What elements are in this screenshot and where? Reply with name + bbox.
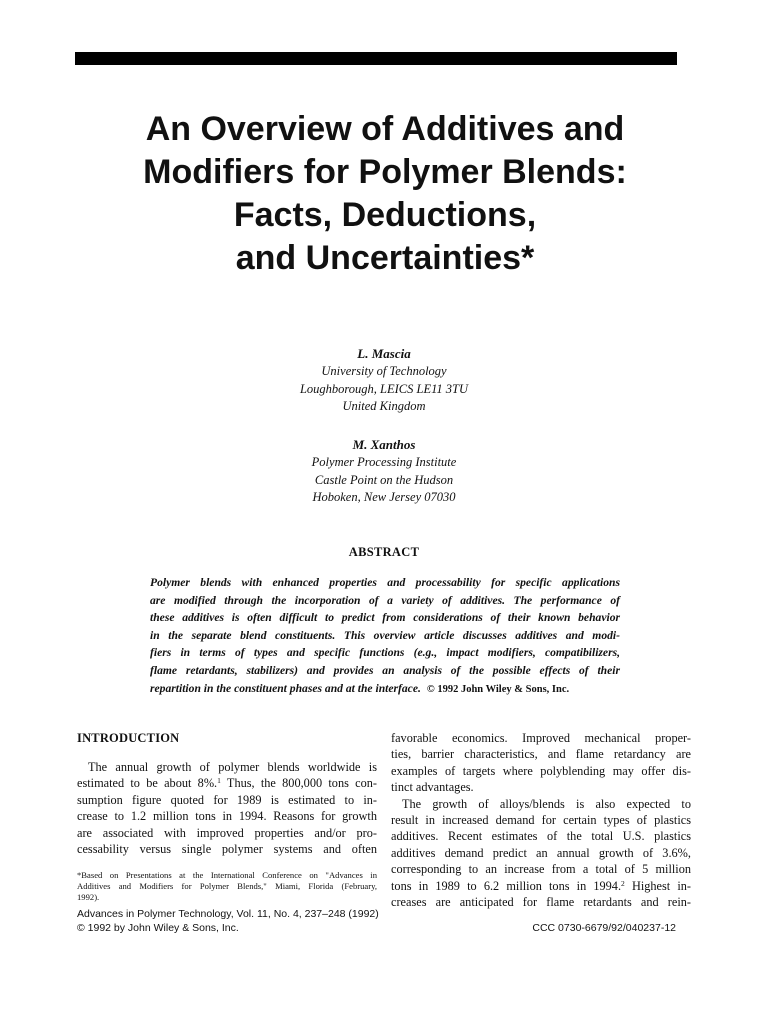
- abstract-line: these additives is often difficult to predict from considerations of their known behavior: [150, 611, 620, 625]
- footnote-ref: 1: [217, 776, 221, 786]
- body-text: The growth of alloys/blends is also expected to: [402, 796, 691, 811]
- journal-citation: Advances in Polymer Technology, Vol. 11, No. 4, 237–248 (1992): [77, 908, 379, 920]
- body-text: creases are anticipated for flame retardants and rein-: [391, 895, 691, 910]
- body-text-line: [77, 759, 377, 775]
- body-text-line: [391, 763, 691, 779]
- body-text-line: [391, 796, 691, 812]
- introduction-heading: INTRODUCTION: [77, 731, 180, 745]
- body-text: corresponding to an increase from a total of 5 million: [391, 862, 691, 877]
- ccc-code: CCC 0730-6679/92/040237-12: [532, 922, 676, 934]
- body-text-line: [391, 861, 691, 877]
- abstract-copyright: © 1992 John Wiley & Sons, Inc.: [426, 683, 570, 695]
- affiliation-line: Loughborough, LEICS LE11 3TU: [299, 381, 469, 396]
- body-text: Highest in-: [624, 878, 692, 893]
- title-line: Modifiers for Polymer Blends:: [143, 153, 627, 191]
- body-text: estimated to be about 8%.: [77, 776, 218, 791]
- affiliation-line: University of Technology: [321, 364, 447, 378]
- left-column: [77, 730, 377, 903]
- abstract-line: are modified through the incorporation of a variety of additives. The performance of: [150, 593, 620, 607]
- body-text: favorable economics. Improved mechanical proper-: [391, 731, 691, 745]
- body-text: ties, barrier characteristics, and flame retardancy are: [391, 747, 691, 762]
- body-text: tinct advantages.: [391, 780, 474, 795]
- body-text: sumption figure quoted for 1989 is estimated to in-: [77, 792, 377, 807]
- body-text-line: [391, 894, 691, 910]
- body-text-line: [391, 730, 691, 746]
- body-text: additives demand predict an annual growth of 3.6%,: [391, 845, 691, 860]
- abstract-line: flame retardants, stabilizers) and provides an analysis of the possible effects of their: [150, 663, 620, 677]
- title-line: and Uncertainties*: [235, 239, 535, 277]
- body-text: are associated with improved properties and/or pro-: [77, 825, 377, 840]
- footnote: [77, 870, 377, 902]
- title-line: An Overview of Additives and: [145, 110, 625, 148]
- body-text-line: [391, 746, 691, 762]
- abstract-line: Polymer blends with enhanced properties and processability for specific applications: [150, 576, 620, 589]
- footnote-line: *Based on Presentations at the International Conference on "Advances in: [77, 870, 377, 881]
- affiliation-line: Castle Point on the Hudson: [314, 472, 454, 487]
- journal-footer: [77, 907, 379, 935]
- author-name: L. Mascia: [357, 346, 411, 361]
- right-column: [391, 730, 691, 910]
- body-text-line: [391, 845, 691, 861]
- body-text-line: [391, 812, 691, 828]
- affiliation-line: Polymer Processing Institute: [311, 455, 457, 469]
- body-text: cessability versus single polymer systems and often: [77, 842, 377, 857]
- journal-copyright: © 1992 by John Wiley & Sons, Inc.: [77, 922, 239, 934]
- body-text-line: [391, 828, 691, 844]
- abstract-body: [150, 574, 620, 698]
- body-text: The annual growth of polymer blends worldwide is: [88, 760, 377, 774]
- body-text-line: [77, 808, 377, 824]
- footnote-line: 1992).: [77, 892, 100, 903]
- body-text: additives. Recent estimates of the total U.S. plastics: [391, 829, 691, 844]
- body-text-line: [391, 878, 691, 894]
- abstract-heading: ABSTRACT: [348, 545, 420, 559]
- body-text: result in increased demand for certain types of plastics: [391, 813, 691, 828]
- body-text: examples of targets where polyblending may offer dis-: [391, 763, 691, 778]
- article-title: [60, 108, 710, 280]
- author-block-mascia: [184, 345, 584, 416]
- abstract-line: fiers in terms of types and specific functions (e.g., impact modifiers, compatibilizers,: [150, 646, 620, 660]
- top-rule: [75, 52, 677, 65]
- affiliation-line: United Kingdom: [342, 399, 426, 413]
- abstract-line: in the separate blend constituents. This overview article discusses additives and modi-: [150, 628, 620, 642]
- left-column-text: [77, 759, 377, 857]
- right-column-text: [391, 730, 691, 910]
- abstract-line-text: repartition in the constituent phases and at the interface.: [150, 681, 421, 695]
- body-text: Thus, the 800,000 tons con-: [220, 776, 377, 791]
- body-text-line: [77, 792, 377, 808]
- footnote-line: Additives and Modifiers for Polymer Blends," Miami, Florida (February,: [77, 881, 377, 892]
- author-name: M. Xanthos: [352, 437, 416, 452]
- body-text-line: [391, 779, 691, 795]
- abstract-line-last: [150, 680, 620, 699]
- body-text-line: [77, 841, 377, 857]
- body-text: tons in 1989 to 6.2 million tons in 1994.: [391, 878, 622, 893]
- body-text: crease to 1.2 million tons in 1994. Reasons for growth: [77, 809, 377, 824]
- author-block-xanthos: [184, 436, 584, 507]
- title-line: Facts, Deductions,: [233, 196, 537, 234]
- body-text-line: [77, 825, 377, 841]
- footnote-ref: 2: [621, 878, 625, 888]
- body-text-line: [77, 775, 377, 791]
- affiliation-line: Hoboken, New Jersey 07030: [312, 490, 456, 504]
